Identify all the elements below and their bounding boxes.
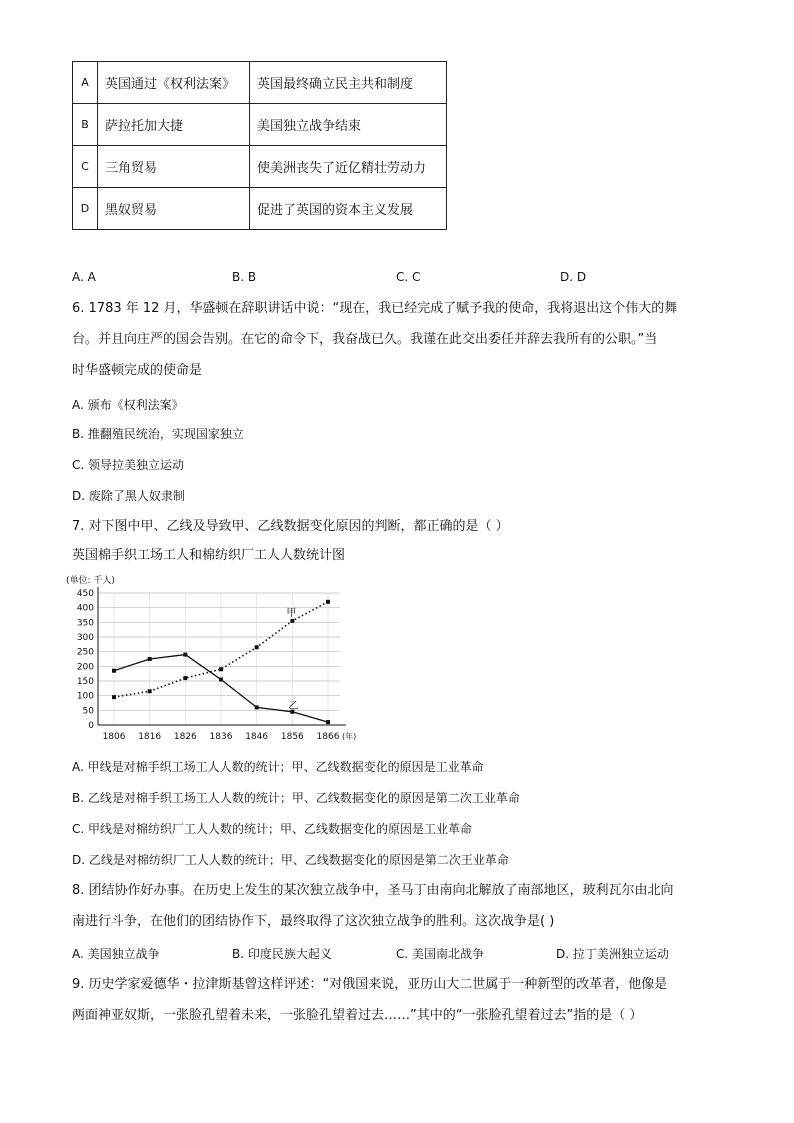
- q5-table-row: [73, 188, 447, 230]
- y-tick-label: 400: [76, 603, 94, 614]
- data-point: [183, 653, 187, 657]
- q5-options-table: [72, 61, 447, 230]
- q9-stem-line-2: 两面神亚奴斯，一张脸孔望着未来，一张脸孔望着过去……”其中的“一张脸孔望着过去”指的是（ ）: [72, 1008, 643, 1023]
- q6-stem-line-1: 6. 1783 年 12 月，华盛顿在辞职讲话中说：“现在，我已经完成了赋予我的使命，我将退出这个伟大的舞: [72, 301, 678, 316]
- data-point: [255, 705, 259, 709]
- data-point: [112, 695, 116, 699]
- q5-table-row: [73, 146, 447, 188]
- q5-row-effect: 使美洲丧失了近亿精壮劳动力: [250, 146, 447, 188]
- q8-stem-line-1: 8. 团结协作好办事。在历史上发生的某次独立战争中，圣马丁由南向北解放了南部地区，玻利瓦尔由北向: [72, 883, 674, 898]
- data-point: [326, 720, 330, 724]
- data-point: [112, 669, 116, 673]
- q5-row-key: A: [73, 62, 98, 104]
- q6-stem-line-3: 时华盛顿完成的使命是: [72, 363, 203, 378]
- q5-row-effect: 促进了英国的资本主义发展: [250, 188, 447, 230]
- y-tick-label: 450: [76, 589, 94, 599]
- y-tick-label: 350: [76, 618, 94, 629]
- q6-stem-line-2: 台。并且向庄严的国会告别。在它的命令下，我奋战已久。我谨在此交出委任并辞去我所有的公职。”当: [72, 332, 658, 347]
- q7-option-c: C. 甲线是对棉纺织厂工人人数的统计；甲、乙线数据变化的原因是工业革命: [72, 822, 473, 836]
- q9-stem-line-1: 9. 历史学家爱德华・拉津斯基曾这样评述：“对俄国来说，亚历山大二世属于一种新型的改革者，他像是: [72, 977, 668, 992]
- data-point: [219, 678, 223, 682]
- q5-choice-d: D. D: [560, 270, 587, 284]
- q5-row-key: D: [73, 188, 98, 230]
- q6-option-c: C. 领导拉美独立运动: [72, 458, 185, 472]
- y-tick-label: 0: [88, 721, 94, 731]
- x-tick-label: 1806: [102, 732, 126, 742]
- y-tick-label: 300: [76, 633, 94, 643]
- y-unit-label: (单位: 千人): [66, 576, 115, 586]
- q7-option-b: B. 乙线是对棉手织工场工人人数的统计；甲、乙线数据变化的原因是第二次工业革命: [72, 791, 520, 805]
- data-point: [183, 676, 187, 680]
- q8-option-b: B. 印度民族大起义: [232, 947, 332, 961]
- q5-row-effect: 英国最终确立民主共和制度: [250, 62, 447, 104]
- x-tick-label: 1856: [280, 732, 304, 742]
- y-tick-label: 250: [76, 647, 94, 658]
- q5-row-event: 萨拉托加大捷: [98, 104, 250, 146]
- q7-chart-caption: 英国棉手织工场工人和棉纺织厂工人人数统计图: [72, 548, 346, 563]
- q6-option-b: B. 推翻殖民统治，实现国家独立: [72, 427, 244, 441]
- q8-option-c: C. 美国南北战争: [396, 947, 485, 961]
- q8-stem-line-2: 南进行斗争，在他们的团结协作下，最终取得了这次独立战争的胜利。这次战争是( ): [72, 914, 555, 929]
- data-point: [148, 657, 152, 661]
- x-tick-label: 1836: [209, 732, 233, 742]
- q5-row-key: B: [73, 104, 98, 146]
- data-point: [326, 600, 330, 604]
- q5-choice-a: A. A: [72, 270, 96, 284]
- x-tick-label: 1846: [245, 732, 269, 742]
- worker-count-line-chart: [64, 572, 357, 748]
- q5-choice-c: C. C: [396, 270, 421, 284]
- x-tick-label: 1866: [316, 732, 340, 742]
- x-axis-label: (年): [342, 732, 357, 741]
- x-tick-label: 1826: [173, 732, 197, 742]
- q5-row-key: C: [73, 146, 98, 188]
- data-point: [255, 645, 259, 649]
- y-tick-label: 200: [76, 662, 94, 673]
- y-tick-label: 150: [76, 677, 94, 687]
- data-point: [219, 667, 223, 671]
- series-label-jia: 甲: [286, 607, 297, 619]
- q7-option-d: D. 乙线是对棉纺织厂工人人数的统计；甲、乙线数据变化的原因是第二次王业革命: [72, 853, 509, 867]
- q5-row-event: 英国通过《权利法案》: [98, 62, 250, 104]
- q5-table-row: [73, 62, 447, 104]
- x-tick-label: 1816: [138, 732, 162, 742]
- q5-table-row: [73, 104, 447, 146]
- q8-option-d: D. 拉丁美洲独立运动: [556, 947, 669, 961]
- data-point: [290, 619, 294, 623]
- q5-row-event: 黑奴贸易: [98, 188, 250, 230]
- q5-choice-b: B. B: [232, 270, 257, 284]
- y-tick-label: 50: [82, 706, 94, 717]
- q5-row-effect: 美国独立战争结束: [250, 104, 447, 146]
- y-tick-label: 100: [76, 691, 94, 702]
- q6-option-d: D. 废除了黑人奴隶制: [72, 489, 185, 503]
- q6-option-a: A. 颁布《权利法案》: [72, 398, 184, 412]
- q8-option-a: A. 美国独立战争: [72, 947, 160, 961]
- q7-option-a: A. 甲线是对棉手织工场工人人数的统计；甲、乙线数据变化的原因是工业革命: [72, 760, 484, 774]
- q5-row-event: 三角贸易: [98, 146, 250, 188]
- q7-stem: 7. 对下图中甲、乙线及导致甲、乙线数据变化原因的判断，都正确的是（ ）: [72, 519, 509, 534]
- data-point: [148, 689, 152, 693]
- series-label-yi: 乙: [288, 700, 299, 712]
